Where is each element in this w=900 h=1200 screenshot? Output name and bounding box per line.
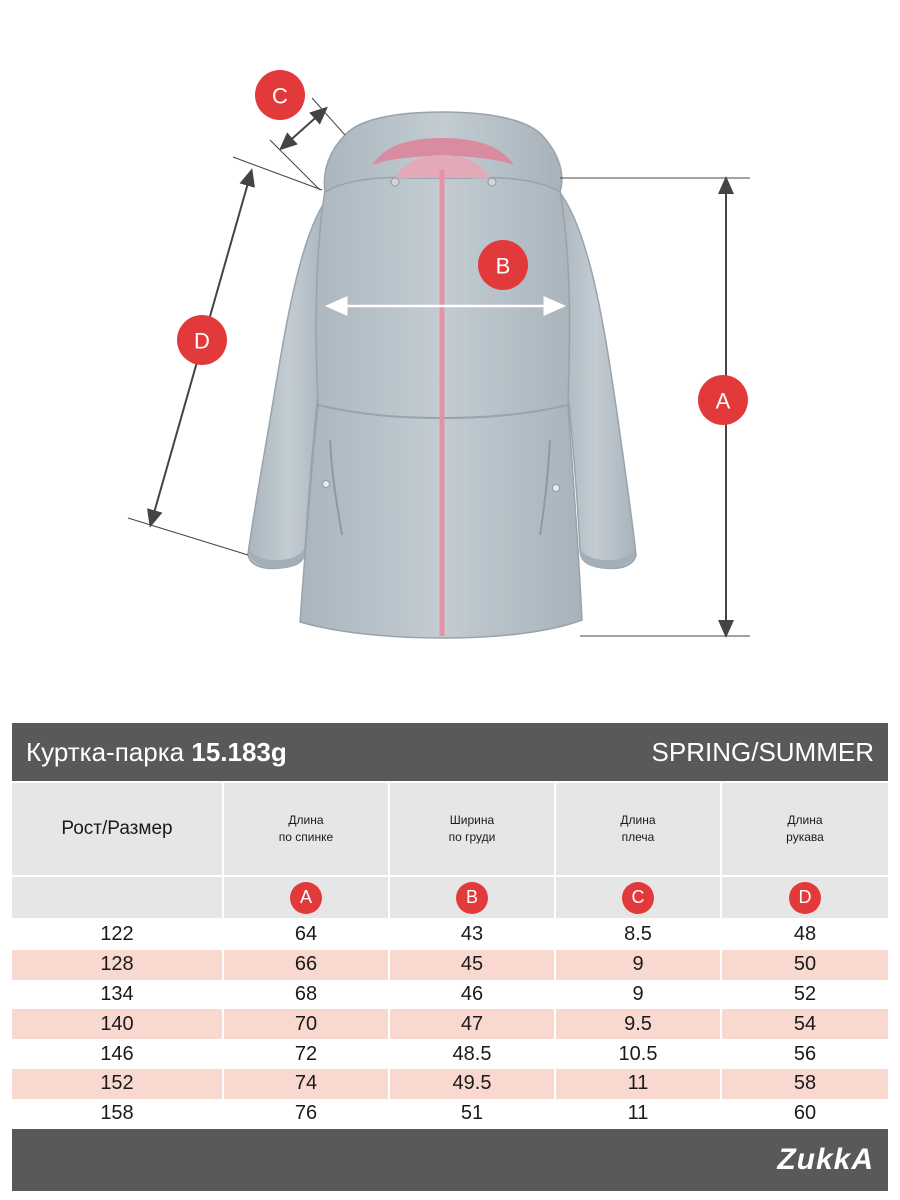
model-code: 15.183g: [191, 736, 287, 767]
marker-a: [698, 375, 748, 425]
value-cell: 11: [556, 1099, 722, 1129]
value-cell: 50: [722, 950, 888, 980]
marker-d-label: D: [194, 328, 210, 354]
badge-a: A: [290, 882, 322, 914]
value-cell: 72: [224, 1039, 390, 1069]
marker-cell-d: [722, 877, 888, 918]
size-cell: 158: [12, 1099, 224, 1129]
header-back-length: Длина по спинке: [224, 783, 390, 875]
value-cell: 10.5: [556, 1039, 722, 1069]
value-cell: 56: [793, 1042, 817, 1065]
measure-guide-d-top: [233, 157, 322, 190]
footer-bar: [12, 1129, 888, 1191]
badge-d: D: [789, 882, 821, 914]
value-cell: 49.5: [390, 1069, 556, 1099]
value-cell: 9.5: [556, 1009, 722, 1039]
marker-b: [478, 240, 528, 290]
badge-b: B: [456, 882, 488, 914]
size-cell: 134: [12, 980, 224, 1010]
table-row: [12, 920, 888, 950]
value-cell: 9: [556, 980, 722, 1010]
table-row: [12, 1039, 888, 1069]
table-row: [12, 950, 888, 980]
marker-cell-b: [390, 877, 556, 918]
value-cell: 58: [722, 1069, 888, 1099]
table-row: [12, 1099, 888, 1129]
table-header-row: [12, 783, 888, 875]
brand-logo: ZukkA: [777, 1143, 874, 1176]
marker-cell-empty: [12, 877, 224, 918]
value-cell: 48: [793, 923, 817, 946]
value-cell: 64: [224, 920, 390, 950]
value-cell: 46: [390, 980, 556, 1010]
product-title: [26, 737, 287, 768]
marker-b-label: B: [495, 253, 511, 279]
header-shoulder-length: Длина плеча: [556, 783, 722, 875]
table-row: [12, 1009, 888, 1039]
value-cell: 54: [722, 1009, 888, 1039]
header-height-size: Рост/Размер: [12, 783, 224, 875]
season-label: SPRING/SUMMER: [651, 736, 874, 767]
value-cell: 11: [556, 1069, 722, 1099]
marker-cell-c: [556, 877, 722, 918]
size-cell: 128: [12, 950, 224, 980]
value-cell: 52: [793, 982, 817, 1005]
value-cell: 76: [224, 1099, 390, 1129]
size-chart-title-bar: [12, 723, 888, 781]
value-cell: 60: [793, 1102, 817, 1125]
table-row: [12, 980, 888, 1010]
header-chest-width: Ширина по груди: [390, 783, 556, 875]
value-cell: 51: [390, 1099, 556, 1129]
measure-guide-c-1: [270, 140, 320, 190]
marker-d: [177, 315, 227, 365]
marker-cell-a: [224, 877, 390, 918]
size-cell: 122: [12, 920, 224, 950]
marker-a-label: A: [715, 388, 731, 414]
size-cell: 146: [12, 1039, 224, 1069]
table-row: [12, 1069, 888, 1099]
value-cell: 45: [390, 950, 556, 980]
marker-c: [255, 70, 305, 120]
value-cell: 68: [224, 980, 390, 1010]
value-cell: 9: [556, 950, 722, 980]
table-marker-row: [12, 877, 888, 918]
value-cell: 66: [224, 950, 390, 980]
product-name: Куртка-парка: [26, 736, 185, 767]
size-table-body: [12, 920, 888, 1129]
value-cell: 74: [224, 1069, 390, 1099]
jacket-drawing: [248, 112, 636, 638]
measure-guide-d-bottom: [128, 518, 248, 555]
value-cell: 8.5: [556, 920, 722, 950]
value-cell: 47: [390, 1009, 556, 1039]
value-cell: 48.5: [390, 1039, 556, 1069]
badge-c: C: [622, 882, 654, 914]
marker-c-label: C: [272, 83, 288, 109]
value-cell: 43: [390, 920, 556, 950]
header-sleeve-length: Длина рукава: [722, 783, 888, 875]
value-cell: 70: [224, 1009, 390, 1039]
size-cell: 140: [12, 1009, 224, 1039]
size-cell: 152: [12, 1069, 224, 1099]
